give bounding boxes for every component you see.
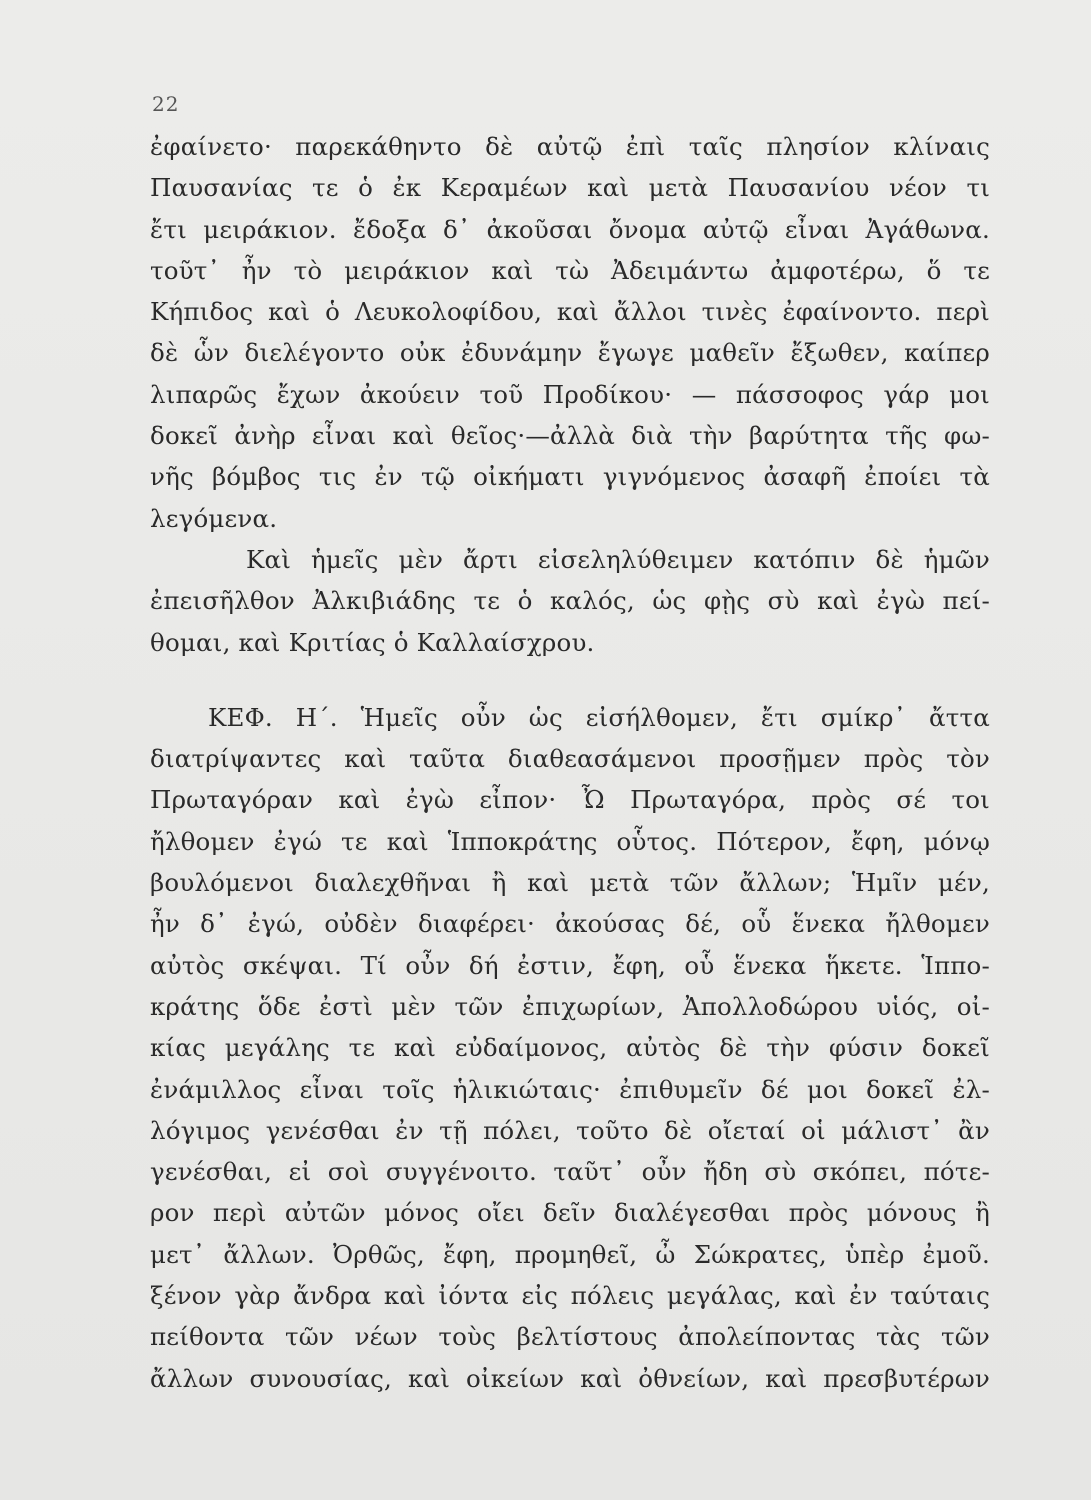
text-line: ἤλθομεν ἐγώ τε καὶ Ἱπποκράτης οὗτος. Πότερον, ἔφη, μόνῳ bbox=[150, 826, 990, 856]
text-line: γενέσθαι, εἰ σοὶ συγγένοιτο. ταῦτ᾽ οὖν ἤδη σὺ σκόπει, πότε- bbox=[150, 1157, 990, 1187]
text-line: τοῦτ᾽ ἦν τὸ μειράκιον καὶ τὼ Ἀδειμάντω ἀμφοτέρω, ὅ τε bbox=[150, 255, 990, 285]
text-line: ἦν δ᾽ ἐγώ, οὐδὲν διαφέρει· ἀκούσας δέ, οὗ ἕνεκα ἤλθομεν bbox=[150, 909, 990, 939]
text-line: διατρίψαντες καὶ ταῦτα διαθεασάμενοι προσῇμεν πρὸς τὸν bbox=[150, 744, 990, 774]
page-number: 22 bbox=[152, 92, 180, 116]
text-line: ἔτι μειράκιον. ἔδοξα δ᾽ ἀκοῦσαι ὄνομα αὐτῷ εἶναι Ἀγάθωνα. bbox=[150, 214, 990, 244]
text-line: βουλόμενοι διαλεχθῆναι ἢ καὶ μετὰ τῶν ἄλλων; Ἡμῖν μέν, bbox=[150, 868, 990, 898]
text-line: λόγιμος γενέσθαι ἐν τῇ πόλει, τοῦτο δὲ οἴεταί οἱ μάλιστ᾽ ἂν bbox=[150, 1115, 990, 1145]
text-line: αὐτὸς σκέψαι. Τί οὖν δή ἐστιν, ἔφη, οὗ ἕνεκα ἥκετε. Ἱππο- bbox=[150, 950, 990, 980]
text-line: πείθοντα τῶν νέων τοὺς βελτίστους ἀπολείποντας τὰς τῶν bbox=[150, 1322, 990, 1352]
text-line: δοκεῖ ἀνὴρ εἶναι καὶ θεῖος·—ἀλλὰ διὰ τὴν βαρύτητα τῆς φω- bbox=[150, 421, 990, 451]
text-line: ἐνάμιλλος εἶναι τοῖς ἡλικιώταις· ἐπιθυμεῖν δέ μοι δοκεῖ ἐλ- bbox=[150, 1074, 990, 1104]
text-line: ἐφαίνετο· παρεκάθηντο δὲ αὐτῷ ἐπὶ ταῖς πλησίον κλίναις bbox=[150, 132, 990, 161]
paragraph-end-line: λεγόμενα. bbox=[150, 503, 278, 533]
paragraph-start-line: Καὶ ἡμεῖς μὲν ἄρτι εἰσεληλύθειμεν κατόπιν δὲ ἡμῶν bbox=[246, 544, 990, 574]
text-line: λιπαρῶς ἔχων ἀκούειν τοῦ Προδίκου· — πάσσοφος γάρ μοι bbox=[150, 379, 990, 409]
text-line: δὲ ὧν διελέγοντο οὐκ ἐδυνάμην ἔγωγε μαθεῖν ἔξωθεν, καίπερ bbox=[150, 338, 990, 368]
text-line: Κήπιδος καὶ ὁ Λευκολοφίδου, καὶ ἄλλοι τινὲς ἐφαίνοντο. περὶ bbox=[150, 297, 990, 327]
text-line: ἄλλων συνουσίας, καὶ οἰκείων καὶ ὀθνείων, καὶ πρεσβυτέρων bbox=[150, 1363, 990, 1393]
text-line: νῆς βόμβος τις ἐν τῷ οἰκήματι γιγνόμενος ἀσαφῆ ἐποίει τὰ bbox=[150, 462, 990, 492]
text-line: κράτης ὅδε ἐστὶ μὲν τῶν ἐπιχωρίων, Ἀπολλοδώρου υἱός, οἰ- bbox=[150, 991, 990, 1021]
paragraph-end-line: θομαι, καὶ Κριτίας ὁ Καλλαίσχρου. bbox=[150, 627, 595, 657]
text-line: μετ᾽ ἄλλων. Ὀρθῶς, ἔφη, προμηθεῖ, ὦ Σώκρατες, ὑπὲρ ἐμοῦ. bbox=[150, 1239, 990, 1269]
body-text bbox=[150, 126, 990, 1399]
text-line: κίας μεγάλης τε καὶ εὐδαίμονος, αὐτὸς δὲ τὴν φύσιν δοκεῖ bbox=[150, 1033, 990, 1063]
text-line: ρον περὶ αὐτῶν μόνος οἴει δεῖν διαλέγεσθαι πρὸς μόνους ἢ bbox=[150, 1198, 990, 1228]
section-gap bbox=[150, 663, 990, 697]
text-line: ἐπεισῆλθον Ἀλκιβιάδης τε ὁ καλός, ὡς φῂς σὺ καὶ ἐγὼ πεί- bbox=[150, 586, 990, 616]
text-line: ξένον γὰρ ἄνδρα καὶ ἰόντα εἰς πόλεις μεγάλας, καὶ ἐν ταύταις bbox=[150, 1281, 990, 1311]
text-line: Παυσανίας τε ὁ ἐκ Κεραμέων καὶ μετὰ Παυσανίου νέον τι bbox=[150, 173, 990, 203]
text-line: Πρωταγόραν καὶ ἐγὼ εἶπον· Ὦ Πρωταγόρα, πρὸς σέ τοι bbox=[150, 785, 990, 815]
chapter-heading-line: ΚΕΦ. Η΄. Ἡμεῖς οὖν ὡς εἰσήλθομεν, ἔτι σμίκρ᾽ ἄττα bbox=[208, 702, 990, 732]
